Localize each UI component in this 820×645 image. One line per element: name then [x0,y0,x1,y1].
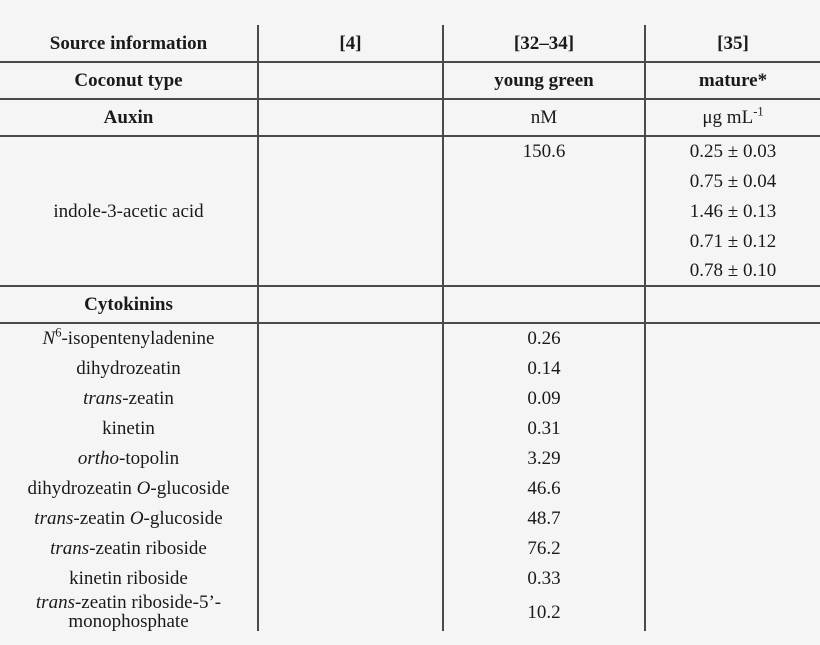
auxin-unit-ref-32-34: nM [443,99,645,136]
header-row-source-information [0,25,820,62]
table-row [0,473,820,503]
auxin-ref-4 [258,99,443,136]
header-ref-32-34: [32–34] [443,25,645,62]
kinetin-ref-4 [258,413,443,443]
iaa-value-ref-35-5: 0.78 ± 0.10 [645,256,820,286]
kinetin-riboside-ref-35 [645,563,820,593]
trans-zeatin-riboside-ref-32-34: 76.2 [443,533,645,563]
kinetin-ref-35 [645,413,820,443]
iaa-value-ref-32-34-1: 150.6 [443,136,645,166]
n6-isopentenyladenine-ref-35 [645,323,820,353]
trans-zeatin-ref-32-34: 0.09 [443,383,645,413]
cytokinins-ref-4 [258,286,443,323]
iaa-value-ref-32-34-4 [443,226,645,256]
header-row-auxin [0,99,820,136]
trans-zeatin-o-glucoside-ref-32-34: 48.7 [443,503,645,533]
table-row [0,353,820,383]
iaa-value-ref-35-1: 0.25 ± 0.03 [645,136,820,166]
iaa-ref-4-cell [258,136,443,286]
cytokinins-ref-32-34 [443,286,645,323]
trans-zeatin-riboside-5-monophosphate-ref-4 [258,593,443,631]
header-ref-35: [35] [645,25,820,62]
compound-name-trans-zeatin-riboside: trans-zeatin riboside [50,537,207,559]
header-label-coconut-type: Coconut type [0,62,258,99]
header-label-source-information: Source information [0,25,258,62]
iaa-value-ref-35-2: 0.75 ± 0.04 [645,166,820,196]
header-row-coconut-type [0,62,820,99]
dihydrozeatin-o-glucoside-ref-32-34: 46.6 [443,473,645,503]
compound-name-ortho-topolin: ortho-topolin [77,447,180,469]
table-row [0,383,820,413]
trans-zeatin-riboside-ref-35 [645,533,820,563]
compound-name-kinetin-riboside: kinetin riboside [69,567,188,589]
kinetin-riboside-ref-4 [258,563,443,593]
compound-name-trans-zeatin-o-glucoside: trans-zeatin O-glucoside [34,507,223,529]
section-header-label-cytokinins: Cytokinins [0,286,258,323]
compound-name-trans-zeatin-riboside-5-monophosphate: trans-zeatin riboside-5’- monophosphate [35,592,222,632]
table-row [0,563,820,593]
dihydrozeatin-o-glucoside-ref-35 [645,473,820,503]
iaa-value-ref-35-3: 1.46 ± 0.13 [645,196,820,226]
auxin-unit-base: μg mL [702,107,754,128]
auxin-unit-ref-35 [645,99,820,136]
iaa-value-ref-35-4: 0.71 ± 0.12 [645,226,820,256]
ortho-topolin-ref-35 [645,443,820,473]
trans-zeatin-o-glucoside-ref-4 [258,503,443,533]
trans-zeatin-ref-35 [645,383,820,413]
table-row [0,413,820,443]
iaa-value-ref-32-34-5 [443,256,645,286]
dihydrozeatin-ref-4 [258,353,443,383]
header-ref-4: [4] [258,25,443,62]
dihydrozeatin-o-glucoside-ref-4 [258,473,443,503]
compound-name-kinetin: kinetin [102,417,155,439]
phytohormone-table-container [0,25,820,631]
trans-zeatin-ref-4 [258,383,443,413]
ortho-topolin-ref-4 [258,443,443,473]
auxin-unit-exponent: -1 [753,104,764,119]
cytokinins-ref-35 [645,286,820,323]
trans-zeatin-riboside-5-monophosphate-ref-32-34: 10.2 [443,593,645,631]
ortho-topolin-ref-32-34: 3.29 [443,443,645,473]
iaa-value-ref-32-34-3 [443,196,645,226]
compound-name-dihydrozeatin: dihydrozeatin [76,357,181,379]
trans-zeatin-o-glucoside-ref-35 [645,503,820,533]
section-header-row-cytokinins [0,286,820,323]
iaa-value-ref-32-34-2 [443,166,645,196]
kinetin-ref-32-34: 0.31 [443,413,645,443]
table-row [0,503,820,533]
compound-name-indole-3-acetic-acid: indole-3-acetic acid [0,136,258,286]
table-row [0,593,820,631]
dihydrozeatin-ref-35 [645,353,820,383]
coconut-type-ref-32-34: young green [443,62,645,99]
table-body [0,25,820,631]
table-row [0,323,820,353]
header-label-auxin: Auxin [0,99,258,136]
compound-name-dihydrozeatin-o-glucoside: dihydrozeatin O-glucoside [27,477,230,499]
compound-name-n6-isopentenyladenine: $N^6$-isopentenyladenine [42,325,215,349]
table-row [0,533,820,563]
compound-name-trans-zeatin: trans-zeatin [83,387,174,409]
trans-zeatin-riboside-5-monophosphate-ref-35 [645,593,820,631]
table-row [0,136,820,166]
dihydrozeatin-ref-32-34: 0.14 [443,353,645,383]
n6-isopentenyladenine-ref-4 [258,323,443,353]
kinetin-riboside-ref-32-34: 0.33 [443,563,645,593]
trans-zeatin-riboside-ref-4 [258,533,443,563]
coconut-type-ref-4 [258,62,443,99]
n6-isopentenyladenine-ref-32-34: 0.26 [443,323,645,353]
coconut-type-ref-35: mature* [645,62,820,99]
table-row [0,443,820,473]
phytohormone-table [0,25,820,631]
